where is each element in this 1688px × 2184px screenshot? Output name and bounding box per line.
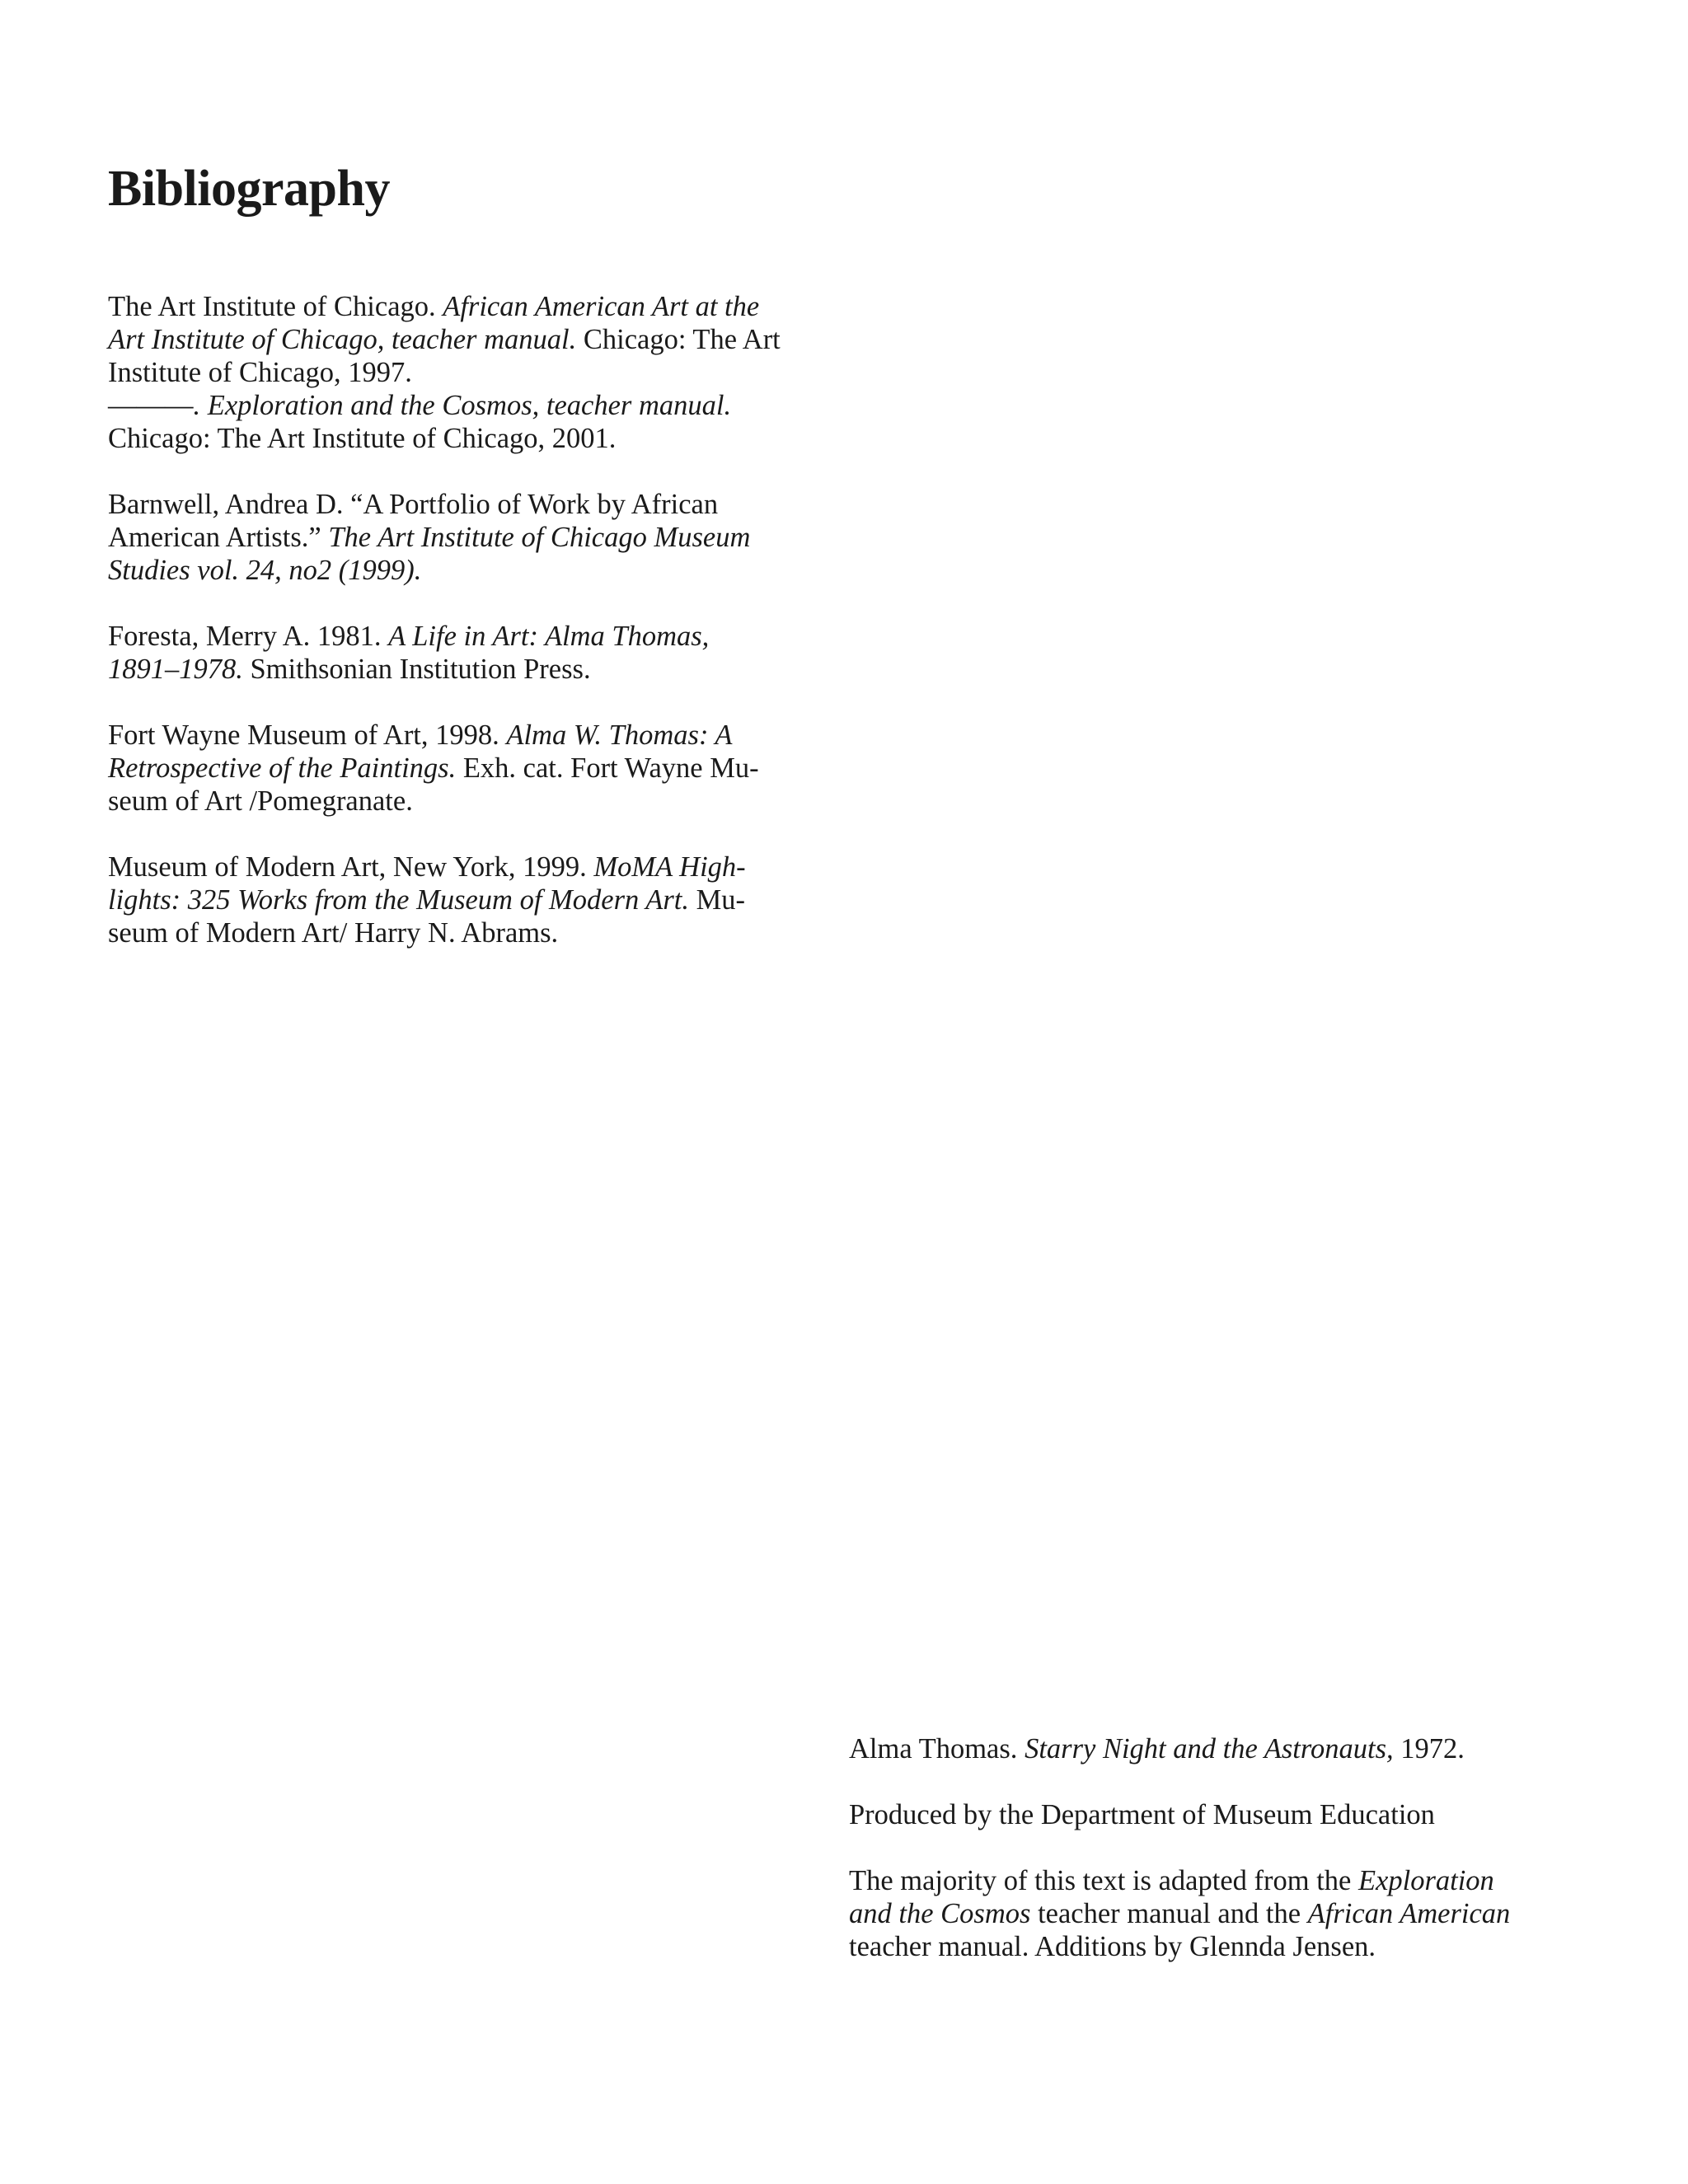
entry-line: [108, 389, 833, 422]
entry-text: Barnwell, Andrea D. “A Portfolio of Work by African: [108, 489, 719, 520]
entry-line: [108, 785, 833, 818]
entry-line: [108, 554, 833, 587]
caption-title: Starry Night and the Astronauts,: [1025, 1733, 1394, 1765]
entry-text: Fort Wayne Museum of Art, 1998.: [108, 719, 507, 751]
entry-line: [108, 488, 833, 521]
page-title: Bibliography: [108, 161, 390, 217]
note-title: Exploration: [1357, 1865, 1494, 1896]
note-line: [849, 1864, 1591, 1897]
bibliography-entry: [108, 488, 833, 587]
entry-title: . Exploration and the Cosmos, teacher manual.: [193, 390, 732, 421]
entry-line: [108, 653, 833, 686]
credits-block: [849, 1732, 1591, 1996]
entry-line: [108, 883, 833, 916]
note-text: teacher manual. Additions by Glennda Jensen.: [849, 1931, 1376, 1962]
entry-title: Art Institute of Chicago, teacher manual.: [108, 324, 577, 355]
entry-title: 1891–1978.: [108, 654, 243, 685]
entry-text: The Art Institute of Chicago.: [108, 291, 443, 322]
entry-text: Foresta, Merry A. 1981.: [108, 621, 389, 652]
entry-text: American Artists.”: [108, 522, 329, 553]
entry-line: [108, 290, 833, 323]
entry-text: Exh. cat. Fort Wayne Mu-: [456, 752, 759, 784]
entry-title: Retrospective of the Paintings.: [108, 752, 457, 784]
note-title: African American: [1307, 1898, 1511, 1929]
entry-title: MoMA High-: [593, 851, 746, 883]
entry-line: [108, 620, 833, 653]
entry-text: Museum of Modern Art, New York, 1999.: [108, 851, 594, 883]
bibliography-list: [108, 290, 833, 982]
entry-text: Chicago: The Art Institute of Chicago, 2001.: [108, 423, 617, 454]
entry-text: Mu-: [689, 884, 746, 916]
ditto-dash: ———: [108, 390, 194, 421]
artwork-caption: [849, 1732, 1591, 1765]
note-line: [849, 1897, 1591, 1930]
entry-text: seum of Art /Pomegranate.: [108, 785, 413, 817]
entry-text: Chicago: The Art: [576, 324, 781, 355]
caption-year: 1972.: [1393, 1733, 1465, 1765]
note-text: The majority of this text is adapted from the: [849, 1865, 1358, 1896]
entry-line: [108, 323, 833, 356]
entry-line: [108, 916, 833, 949]
produced-by: Produced by the Department of Museum Education: [849, 1799, 1435, 1830]
caption-artist: Alma Thomas.: [849, 1733, 1025, 1765]
entry-text: Smithsonian Institution Press.: [242, 654, 591, 685]
entry-line: [108, 851, 833, 883]
bibliography-entry: [108, 719, 833, 818]
entry-title: A Life in Art: Alma Thomas,: [388, 621, 710, 652]
entry-title: Studies vol. 24, no2 (1999).: [108, 555, 422, 586]
entry-text: seum of Modern Art/ Harry N. Abrams.: [108, 917, 559, 949]
bibliography-entry: [108, 290, 833, 455]
entry-title: lights: 325 Works from the Museum of Modern Art.: [108, 884, 689, 916]
entry-line: [108, 422, 833, 455]
entry-title: The Art Institute of Chicago Museum: [328, 522, 751, 553]
source-note: [849, 1864, 1591, 1963]
entry-line: [108, 521, 833, 554]
entry-title: Alma W. Thomas: A: [506, 719, 733, 751]
note-text: teacher manual and the: [1030, 1898, 1308, 1929]
note-line: [849, 1930, 1591, 1963]
entry-text: Institute of Chicago, 1997.: [108, 357, 412, 388]
entry-line: [108, 719, 833, 752]
entry-line: [108, 752, 833, 785]
entry-line: [108, 356, 833, 389]
bibliography-entry: [108, 620, 833, 686]
bibliography-entry: [108, 851, 833, 949]
note-title: and the Cosmos: [849, 1898, 1031, 1929]
entry-title: African American Art at the: [443, 291, 760, 322]
